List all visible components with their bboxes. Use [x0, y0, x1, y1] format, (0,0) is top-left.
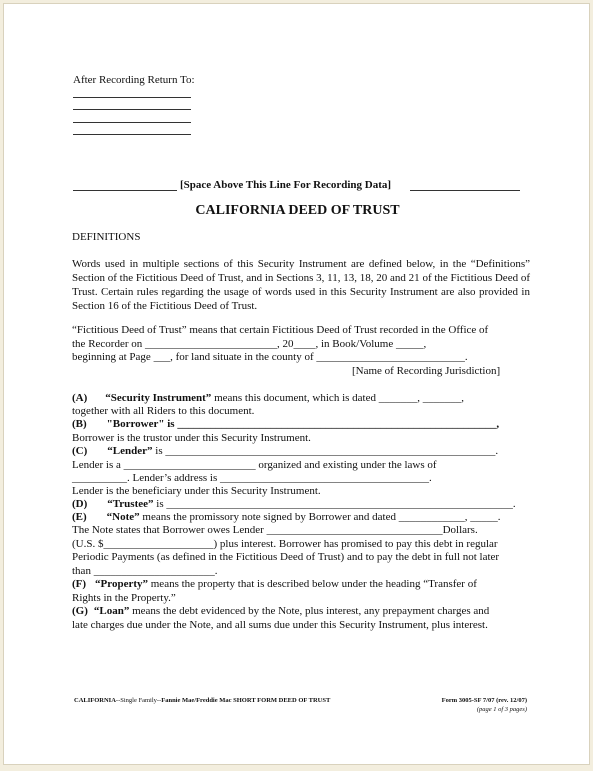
- footer-family: --Single Family--: [115, 697, 162, 704]
- section-e-line-1: [72, 511, 500, 523]
- space-above-left-rule: [73, 190, 177, 191]
- section-d-term: “Trustee”: [107, 498, 154, 510]
- section-g-text: means the debt evidenced by the Note, plus interest, any prepayment charges and: [129, 605, 490, 617]
- footer-state: CALIFORNIA: [74, 697, 116, 704]
- section-c-line-4: Lender is the beneficiary under this Security Instrument.: [72, 485, 321, 497]
- return-to-line-2: [73, 109, 191, 110]
- section-f-line-2: Rights in the Property.”: [72, 592, 176, 604]
- fictitious-line-2: the Recorder on ________________________, 20____, in Book/Volume _____,: [72, 338, 427, 350]
- section-f-label: (F): [72, 578, 87, 590]
- section-b-blank: __________________________________________________________,: [177, 418, 500, 430]
- section-e-line-3: (U.S. $____________________) plus interest. Borrower has promised to pay this debt in regular: [72, 538, 498, 550]
- section-e-text: means the promissory note signed by Borrower and dated ____________, _____.: [139, 511, 501, 523]
- return-to-line-1: [73, 97, 191, 98]
- footer-form-title: Fannie Mae/Freddie Mac SHORT FORM DEED OF TRUST: [161, 697, 331, 704]
- section-f-line-1: [72, 578, 477, 590]
- section-e-line-4: Periodic Payments (as defined in the Fictitious Deed of Trust) and to pay the debt in full not later: [72, 551, 500, 563]
- section-a-label: (A): [72, 392, 88, 404]
- section-g-line-2: late charges due under the Note, and all sums due under this Security Instrument, plus interest.: [72, 619, 488, 631]
- section-f-text: means the property that is described below under the heading “Transfer of: [148, 578, 477, 590]
- footer-page-number: (page 1 of 3 pages): [476, 706, 527, 713]
- section-a-term: “Security Instrument”: [105, 392, 212, 404]
- section-a-line-2: together with all Riders to this document.: [72, 405, 255, 417]
- space-above-right-rule: [410, 190, 520, 191]
- document-title: CALIFORNIA DEED OF TRUST: [195, 203, 400, 218]
- section-c-term: “Lender”: [107, 445, 153, 457]
- section-c-label: (C): [72, 445, 88, 457]
- section-d-text: is _______________________________________________________________.: [153, 498, 516, 510]
- fictitious-line-1: “Fictitious Deed of Trust” means that certain Fictitious Deed of Trust recorded in the Office of: [72, 324, 489, 336]
- document-page: [3, 3, 590, 765]
- return-to-line-4: [73, 134, 191, 135]
- section-c-text: is ____________________________________________________________.: [152, 445, 499, 457]
- section-e-label: (E): [72, 511, 87, 523]
- footer-form-number: Form 3005-SF 7/07 (rev. 12/07): [441, 697, 527, 704]
- recording-jurisdiction-label: [Name of Recording Jurisdiction]: [352, 365, 501, 377]
- section-a-text: means this document, which is dated _______, _______,: [211, 392, 464, 404]
- fictitious-line-3: beginning at Page ___, for land situate in the county of ___________________________.: [72, 351, 468, 363]
- section-b-line-1: [72, 418, 499, 430]
- definitions-intro: Words used in multiple sections of this Security Instrument are defined below, in the “Definitions” Section of the Fictitious Deed of Trust, and in Sections 3, 11, 13, 18, 20 and 21 of the Fictitious Deed of Trust. Certain rules regarding the usage of words used in this Security Instrument are also provided in Section 16 of the Fictitious Deed of Trust.: [72, 258, 530, 312]
- section-b-term: "Borrower" is: [106, 418, 175, 430]
- space-above-label: [Space Above This Line For Recording Data]: [180, 179, 392, 191]
- return-to-line-3: [73, 122, 191, 123]
- section-e-term: “Note”: [106, 511, 140, 523]
- section-d-label: (D): [72, 498, 88, 510]
- section-b-line-2: Borrower is the trustor under this Security Instrument.: [72, 432, 311, 444]
- return-to-label: After Recording Return To:: [73, 74, 195, 86]
- section-e-line-5: than ______________________.: [72, 565, 218, 577]
- section-a-line-1: [72, 392, 464, 404]
- section-e-line-2: The Note states that Borrower owes Lender ________________________________Dollars.: [72, 524, 478, 536]
- section-f-term: “Property”: [95, 578, 148, 590]
- definitions-heading: DEFINITIONS: [72, 231, 141, 243]
- footer-left: [74, 697, 330, 704]
- section-g-label: (G): [72, 605, 88, 617]
- section-g-term: “Loan”: [93, 605, 130, 617]
- section-b-label: (B): [72, 418, 87, 430]
- section-c-line-1: [72, 445, 498, 457]
- section-g-line-1: [72, 605, 489, 617]
- section-c-line-2: Lender is a ________________________ organized and existing under the laws of: [72, 459, 437, 471]
- section-c-line-3: __________. Lender’s address is ______________________________________.: [72, 472, 432, 484]
- section-d-line-1: [72, 498, 516, 510]
